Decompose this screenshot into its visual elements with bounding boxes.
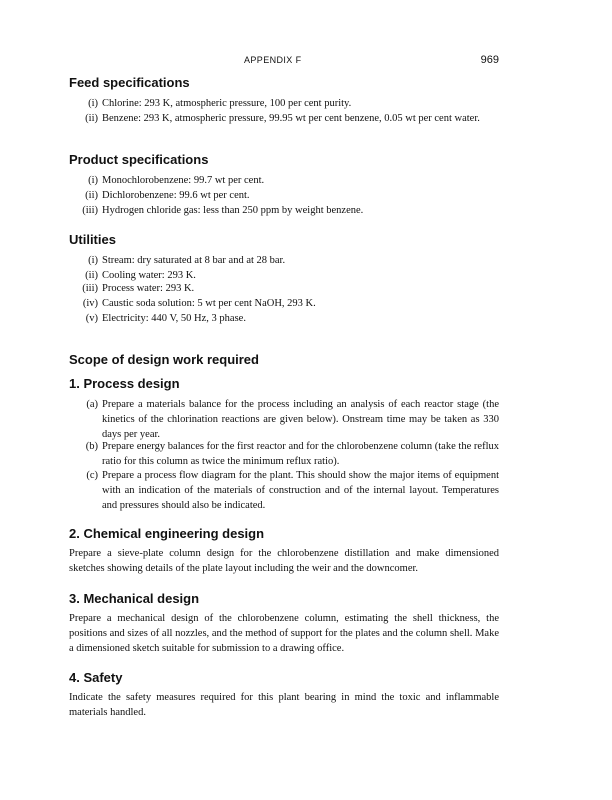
list-item-text: Benzene: 293 K, atmospheric pressure, 99.95 wt per cent benzene, 0.05 wt per cent water. bbox=[102, 113, 480, 124]
list-item-label: (iii) bbox=[82, 205, 98, 216]
utilities-heading: Utilities bbox=[69, 232, 116, 247]
safety-heading: 4. Safety bbox=[69, 670, 123, 685]
list-item bbox=[69, 468, 499, 513]
chemical-engineering-design-text: Prepare a sieve-plate column design for the chlorobenzene distillation and make dimensioned sketches showing details of the plate layout including the weir and the downcomer. bbox=[69, 548, 499, 574]
list-item-label: (iv) bbox=[82, 298, 98, 309]
list-item-text: Electricity: 440 V, 50 Hz, 3 phase. bbox=[102, 313, 246, 324]
list-item-label: (iii) bbox=[82, 283, 98, 294]
list-item bbox=[69, 203, 499, 218]
process-design-heading: 1. Process design bbox=[69, 376, 180, 391]
chemical-engineering-design-heading: 2. Chemical engineering design bbox=[69, 526, 265, 541]
list-item-label: (i) bbox=[88, 255, 98, 266]
list-item-label: (ii) bbox=[85, 113, 98, 124]
list-item-text: Prepare a materials balance for the process including an analysis of each reactor stage (the kinetics of the chlorination reactions are given below). Onstream time may be taken as 330 days per year. bbox=[102, 399, 499, 440]
list-item-text: Prepare a process flow diagram for the plant. This should show the major items of equipment with an indication of the materials of construction and of the internal layout. Temperatures and pressures should also be indicated. bbox=[102, 470, 499, 511]
mechanical-design-text: Prepare a mechanical design of the chlorobenzene column, estimating the shell thickness, the positions and sizes of all nozzles, and the method of support for the plates and the column shell. Make a dimensioned sketch suitable for submission to a drawing office. bbox=[69, 613, 499, 654]
list-item-label: (v) bbox=[85, 313, 98, 324]
mechanical-design-heading: 3. Mechanical design bbox=[69, 591, 200, 606]
list-item-label: (i) bbox=[88, 175, 98, 186]
list-item bbox=[69, 188, 499, 203]
list-item bbox=[69, 111, 499, 126]
scope-heading: Scope of design work required bbox=[69, 352, 259, 367]
list-item bbox=[69, 439, 499, 469]
list-item bbox=[69, 96, 499, 111]
list-item bbox=[69, 296, 499, 311]
list-item-text: Prepare energy balances for the first reactor and for the chlorobenzene column (take the reflux ratio for this column as twice the minimum reflux ratio). bbox=[102, 441, 499, 467]
list-item bbox=[69, 253, 499, 268]
running-title: APPENDIX F bbox=[244, 55, 302, 65]
list-item bbox=[69, 397, 499, 442]
list-item-text: Hydrogen chloride gas: less than 250 ppm by weight benzene. bbox=[102, 205, 364, 216]
feed-specifications-heading: Feed specifications bbox=[69, 75, 190, 90]
list-item-text: Chlorine: 293 K, atmospheric pressure, 100 per cent purity. bbox=[102, 98, 352, 109]
list-item-text: Stream: dry saturated at 8 bar and at 28 bar. bbox=[102, 255, 286, 266]
list-item bbox=[69, 173, 499, 188]
list-item-label: (ii) bbox=[85, 270, 98, 281]
list-item-text: Process water: 293 K. bbox=[102, 283, 195, 294]
list-item-text: Dichlorobenzene: 99.6 wt per cent. bbox=[102, 190, 250, 201]
list-item-label: (c) bbox=[86, 470, 98, 481]
list-item-label: (i) bbox=[88, 98, 98, 109]
page-number: 969 bbox=[480, 54, 499, 66]
list-item-label: (b) bbox=[85, 441, 98, 452]
product-specifications-heading: Product specifications bbox=[69, 152, 209, 167]
list-item-text: Caustic soda solution: 5 wt per cent NaOH, 293 K. bbox=[102, 298, 316, 309]
list-item-label: (ii) bbox=[85, 190, 98, 201]
safety-text: Indicate the safety measures required for this plant bearing in mind the toxic and inflammable materials handled. bbox=[69, 692, 499, 718]
list-item bbox=[69, 281, 499, 296]
list-item-label: (a) bbox=[86, 399, 98, 410]
list-item bbox=[69, 311, 499, 326]
list-item-text: Monochlorobenzene: 99.7 wt per cent. bbox=[102, 175, 265, 186]
list-item-text: Cooling water: 293 K. bbox=[102, 270, 196, 281]
running-header bbox=[69, 55, 499, 69]
